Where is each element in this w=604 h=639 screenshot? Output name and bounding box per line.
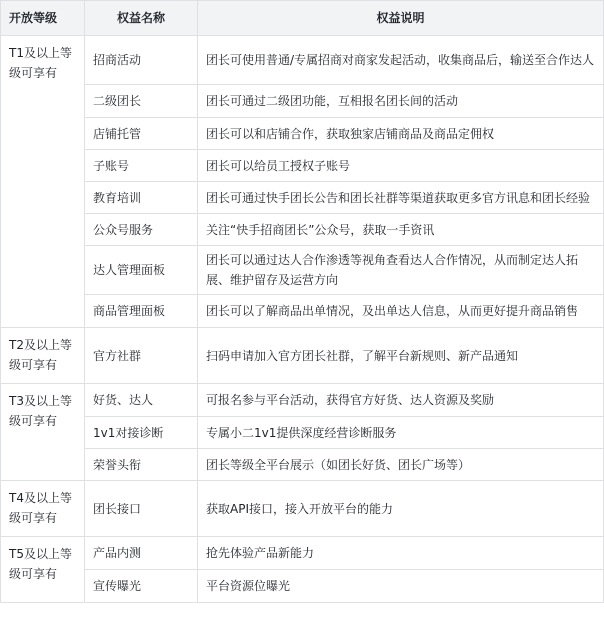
- level-cell: T5及以上等级可享有: [1, 537, 85, 603]
- benefit-desc: 团长可以通过达人合作渗透等视角查看达人合作情况，从而制定达人拓展、维护留存及运营方向: [198, 246, 604, 295]
- benefit-desc: 团长可以给员工授权子账号: [198, 150, 604, 182]
- header-level: 开放等级: [1, 1, 85, 36]
- level-cell: T1及以上等级可享有: [1, 36, 85, 328]
- table-row: [1, 182, 604, 214]
- benefit-name: 荣誉头衔: [85, 449, 198, 481]
- benefit-name: 店铺托管: [85, 118, 198, 150]
- table-row: [1, 36, 604, 85]
- table-row: [1, 481, 604, 537]
- benefit-desc: 团长可以了解商品出单情况，及出单达人信息，从而更好提升商品销售: [198, 295, 604, 328]
- table-row: [1, 328, 604, 384]
- level-cell: T3及以上等级可享有: [1, 384, 85, 481]
- table-row: [1, 214, 604, 246]
- benefit-name: 好货、达人: [85, 384, 198, 417]
- table-row: [1, 295, 604, 328]
- level-cell: T4及以上等级可享有: [1, 481, 85, 537]
- table-row: [1, 417, 604, 449]
- benefit-name: 达人管理面板: [85, 246, 198, 295]
- benefit-desc: 团长可通过快手团长公告和团长社群等渠道获取更多官方讯息和团长经验: [198, 182, 604, 214]
- table-row: [1, 570, 604, 603]
- table-row: [1, 246, 604, 295]
- benefit-desc: 抢先体验产品新能力: [198, 537, 604, 570]
- benefit-desc: 专属小二1v1提供深度经营诊断服务: [198, 417, 604, 449]
- benefit-desc: 可报名参与平台活动，获得官方好货、达人资源及奖励: [198, 384, 604, 417]
- table-row: [1, 118, 604, 150]
- benefit-name: 教育培训: [85, 182, 198, 214]
- benefit-name: 商品管理面板: [85, 295, 198, 328]
- table-row: [1, 384, 604, 417]
- benefit-desc: 团长等级全平台展示（如团长好货、团长广场等）: [198, 449, 604, 481]
- benefit-desc: 团长可通过二级团功能，互相报名团长间的活动: [198, 85, 604, 118]
- benefit-desc: 平台资源位曝光: [198, 570, 604, 603]
- benefit-name: 二级团长: [85, 85, 198, 118]
- benefit-name: 1v1对接诊断: [85, 417, 198, 449]
- benefit-name: 产品内测: [85, 537, 198, 570]
- table-row: [1, 150, 604, 182]
- benefit-name: 团长接口: [85, 481, 198, 537]
- table-row: [1, 85, 604, 118]
- header-benefit-name: 权益名称: [85, 1, 198, 36]
- benefit-desc: 扫码申请加入官方团长社群，了解平台新规则、新产品通知: [198, 328, 604, 384]
- table-row: [1, 449, 604, 481]
- benefit-desc: 团长可以和店铺合作，获取独家店铺商品及商品定佣权: [198, 118, 604, 150]
- benefit-name: 公众号服务: [85, 214, 198, 246]
- header-benefit-desc: 权益说明: [198, 1, 604, 36]
- table-row: [1, 537, 604, 570]
- benefit-name: 宣传曝光: [85, 570, 198, 603]
- header-row: [1, 1, 604, 36]
- benefit-name: 官方社群: [85, 328, 198, 384]
- benefit-desc: 获取API接口，接入开放平台的能力: [198, 481, 604, 537]
- benefit-name: 子账号: [85, 150, 198, 182]
- benefit-desc: 团长可使用普通/专属招商对商家发起活动，收集商品后，输送至合作达人: [198, 36, 604, 85]
- benefit-name: 招商活动: [85, 36, 198, 85]
- level-cell: T2及以上等级可享有: [1, 328, 85, 384]
- benefit-desc: 关注“快手招商团长”公众号，获取一手资讯: [198, 214, 604, 246]
